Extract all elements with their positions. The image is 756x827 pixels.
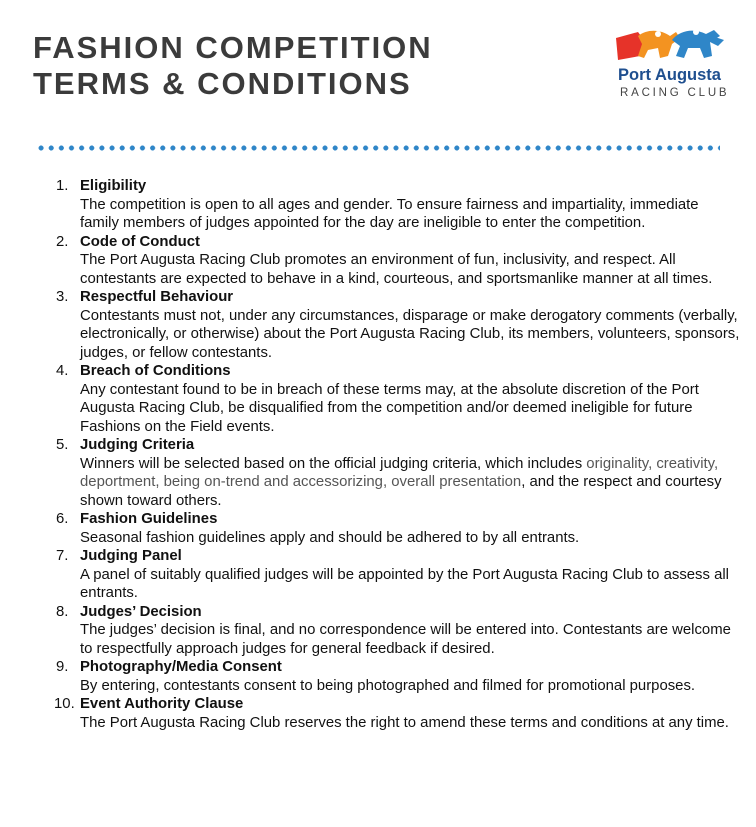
term-item — [56, 603, 740, 659]
logo-subtitle: RACING CLUB — [620, 87, 730, 99]
term-number: 4. — [56, 363, 69, 379]
term-number: 1. — [56, 178, 69, 194]
term-heading: Judges’ Decision — [80, 603, 202, 620]
term-heading: Event Authority Clause — [80, 696, 244, 712]
term-body: The Port Augusta Racing Club promotes an environment of fun, inclusivity, and respect. All contestants are expected to behave in a kind, courteous, and sportsmanlike manner at all times. — [80, 252, 713, 287]
term-heading: Judging Panel — [80, 548, 182, 564]
term-heading: Code of Conduct — [80, 233, 200, 250]
term-heading: Respectful Behaviour — [80, 289, 234, 305]
horse-racing-icon — [614, 26, 726, 66]
term-body-end: , and the respect and courtesy shown toward others. — [80, 474, 722, 509]
term-item — [56, 362, 740, 436]
page-title — [33, 30, 433, 102]
term-heading: Judging Criteria — [80, 437, 195, 453]
term-number: 3. — [56, 289, 69, 305]
term-item — [56, 658, 740, 695]
term-heading: Photography/Media Consent — [80, 659, 282, 675]
term-number: 9. — [56, 659, 69, 675]
term-item — [54, 695, 740, 732]
term-body: A panel of suitably qualified judges will be appointed by the Port Augusta Racing Club to assess all entrants. — [80, 566, 729, 601]
term-item — [56, 233, 740, 289]
title-line-1: FASHION COMPETITION — [33, 30, 433, 65]
term-body: By entering, contestants consent to being photographed and filmed for promotional purposes. — [80, 677, 696, 694]
term-number: 2. — [56, 233, 69, 250]
term-number: 5. — [56, 437, 69, 453]
term-body: The Port Augusta Racing Club reserves the right to amend these terms and conditions at any time. — [80, 714, 729, 731]
judging-criteria-list: originality, creativity, deportment, being on-trend and accessorizing, overall presentation — [80, 455, 719, 490]
term-body: The judges’ decision is final, and no correspondence will be entered into. Contestants are welcome to respectfully approach judges for general feedback if desired. — [80, 622, 731, 657]
term-item — [56, 177, 740, 233]
terms-list — [54, 177, 740, 732]
term-body: Seasonal fashion guidelines apply and should be adhered to by all entrants. — [80, 529, 580, 546]
club-logo — [612, 26, 728, 104]
term-item — [56, 547, 740, 603]
term-heading: Eligibility — [80, 178, 147, 194]
term-body: The competition is open to all ages and gender. To ensure fairness and impartiality, immediate family members of judges appointed for the day are ineligible to enter the competition. — [80, 196, 699, 231]
dotted-divider — [36, 145, 720, 151]
term-number: 6. — [56, 511, 69, 527]
term-number: 7. — [56, 548, 69, 564]
term-heading: Breach of Conditions — [80, 363, 231, 379]
title-line-2: TERMS & CONDITIONS — [33, 66, 412, 101]
term-item — [56, 436, 740, 510]
term-number: 8. — [56, 603, 69, 620]
term-number: 10. — [54, 696, 75, 712]
term-item — [56, 288, 740, 362]
term-body — [80, 455, 740, 511]
logo-name: Port Augusta — [618, 66, 721, 84]
term-body-intro: Winners will be selected based on the official judging criteria, which includes — [80, 455, 587, 472]
term-body: Contestants must not, under any circumstances, disparage or make derogatory comments (verbally, electronically, or otherwise) about the Port Augusta Racing Club, its members, volunteers, sponsors, judges, or fellow contestants. — [80, 307, 740, 361]
term-body: Any contestant found to be in breach of these terms may, at the absolute discretion of the Port Augusta Racing Club, be disqualified from the competition and/or deemed ineligible for future Fashions on the Field events. — [80, 381, 699, 435]
term-heading: Fashion Guidelines — [80, 511, 218, 527]
term-item — [56, 510, 740, 547]
